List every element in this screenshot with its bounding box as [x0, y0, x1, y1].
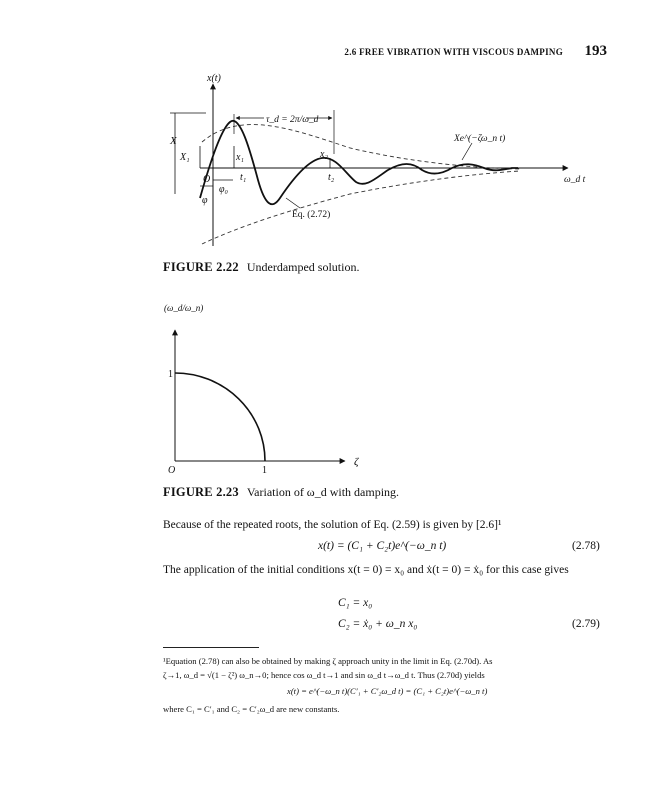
- fig23-y-tick: 1: [168, 369, 173, 380]
- fig23-origin: O: [168, 465, 176, 476]
- fig23-x-tick: 1: [262, 465, 267, 476]
- origin-label: O: [203, 174, 211, 185]
- equation-2-79-b: C₂ = ẋ₀ + ω_n x₀: [338, 618, 418, 630]
- equation-2-78: x(t) = (C₁ + C₂t)e^(−ω_n t): [318, 540, 447, 552]
- footnote-line-2: ζ→1, ω_d = √(1 − ζ²) ω_n→0; hence cos ω_d t→1 and sin ω_d t→ω_d t. Thus (2.70d) yields: [163, 670, 485, 680]
- tau-label: τ_d = 2π/ω_d: [266, 115, 319, 125]
- phi0-label: φ₀: [219, 184, 229, 195]
- page-number: 193: [584, 43, 607, 59]
- figure-2-22-caption-text: Underdamped solution.: [246, 260, 360, 274]
- figure-2-22-plot: [150, 70, 590, 250]
- x1-cap-label: X₁: [180, 152, 190, 163]
- figure-2-23-caption: [163, 485, 399, 500]
- figure-2-22-number: FIGURE 2.22: [163, 260, 239, 274]
- envelope-leader: [462, 143, 472, 160]
- upper-envelope: [202, 125, 520, 169]
- envelope-label: Xe^(−ζω_n t): [454, 134, 506, 144]
- running-title: 2.6 FREE VIBRATION WITH VISCOUS DAMPING: [344, 47, 563, 57]
- eq-ref-leader: [286, 198, 300, 208]
- footnote-equation: x(t) = e^(−ω_n t)(C′₁ + C′₂ω_d t) = (C₁ + C₂t)e^(−ω_n t): [287, 686, 488, 696]
- equation-2-78-number: (2.78): [572, 540, 600, 552]
- x1-label: x₁: [236, 152, 244, 163]
- amplitude-label: X: [170, 135, 177, 147]
- x-axis-label: ω_d t: [564, 175, 586, 185]
- lower-envelope: [202, 171, 520, 244]
- fig23-x-axis-label: ζ: [354, 456, 359, 468]
- fig23-y-axis-label: (ω_d/ω_n): [164, 303, 204, 313]
- figure-2-22-caption: [163, 260, 359, 275]
- footnote-line-1: ¹Equation (2.78) can also be obtained by making ζ approach unity in the limit in Eq. (2.70d). As: [163, 656, 493, 666]
- footnote-rule: [163, 647, 259, 648]
- figure-2-23-caption-text: Variation of ω_d with damping.: [246, 485, 400, 499]
- t2-label: t₂: [328, 172, 335, 183]
- figure-2-23-plot: [160, 295, 380, 480]
- quarter-circle-curve: [175, 373, 265, 461]
- y-axis-label: x(t): [207, 73, 221, 84]
- page-header: [0, 43, 645, 63]
- footnote-line-3: where C₁ = C′₁ and C₂ = C′₂ω_d are new constants.: [163, 704, 340, 714]
- x2-label: x₂: [320, 149, 328, 160]
- phi-label: φ: [202, 195, 208, 206]
- figure-2-23-number: FIGURE 2.23: [163, 485, 239, 499]
- paragraph-1: Because of the repeated roots, the solution of Eq. (2.59) is given by [2.6]¹: [163, 519, 502, 531]
- paragraph-2: The application of the initial conditions x(t = 0) = x₀ and ẋ(t = 0) = ẋ₀ for this case gives: [163, 564, 569, 576]
- eq-ref-label: Eq. (2.72): [292, 210, 331, 220]
- equation-2-79-a: C₁ = x₀: [338, 597, 373, 609]
- t1-label: t₁: [240, 172, 247, 183]
- equation-2-79-number: (2.79): [572, 618, 600, 630]
